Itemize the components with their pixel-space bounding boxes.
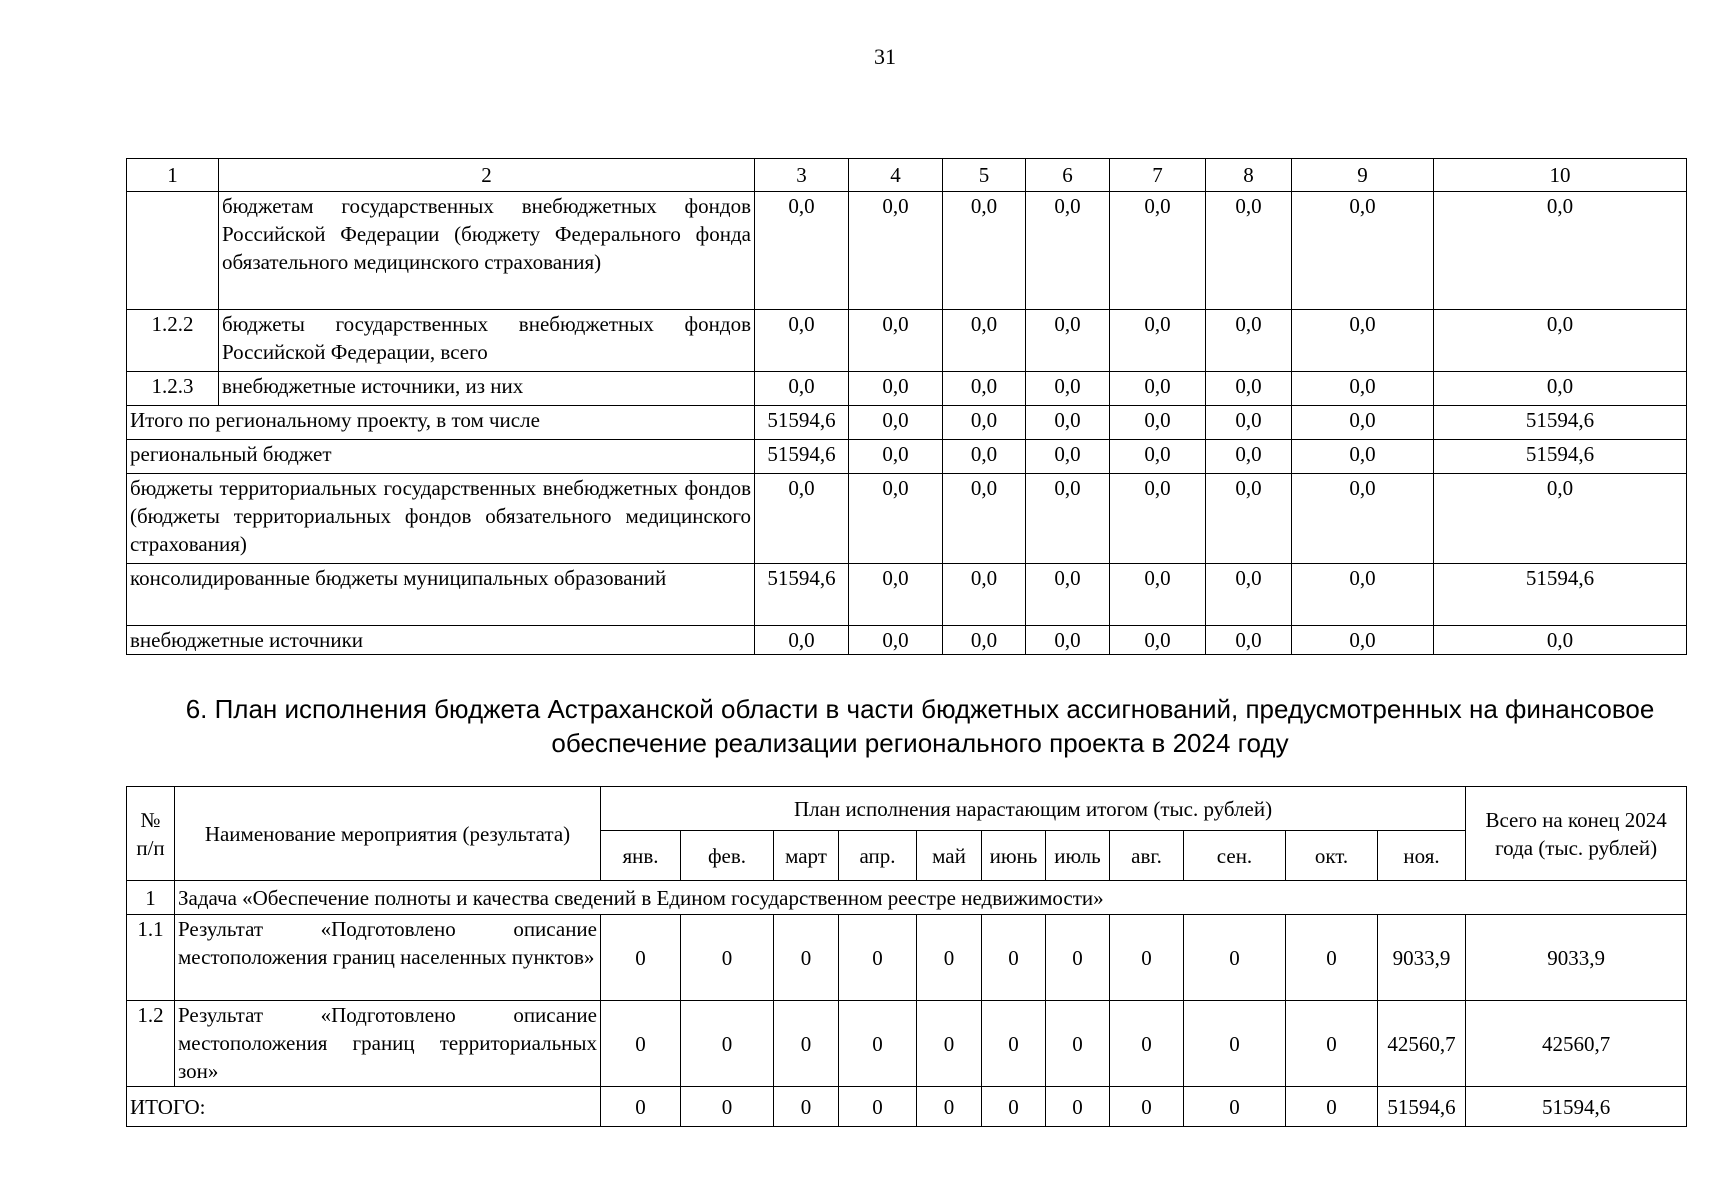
header-cell: 10 bbox=[1434, 159, 1687, 192]
table-row bbox=[127, 406, 1687, 440]
value-cell: 0 bbox=[1184, 1087, 1286, 1127]
value-cell: 0,0 bbox=[849, 372, 943, 406]
value-cell: 0 bbox=[1046, 1001, 1110, 1087]
value-cell: 0,0 bbox=[1434, 372, 1687, 406]
value-cell: 0,0 bbox=[1434, 310, 1687, 372]
header-cell: 3 bbox=[755, 159, 849, 192]
value-cell: 0 bbox=[1184, 1001, 1286, 1087]
value-cell: 0,0 bbox=[1206, 474, 1292, 564]
table-header-row bbox=[127, 787, 1687, 831]
value-cell: 0 bbox=[601, 1087, 681, 1127]
value-cell: 0 bbox=[917, 1087, 982, 1127]
header-cell: 6 bbox=[1026, 159, 1110, 192]
row-name: Результат «Подготовлено описание местоположения границ территориальных зон» bbox=[175, 1001, 601, 1087]
value-cell: 0,0 bbox=[943, 474, 1026, 564]
value-cell: 0 bbox=[839, 1087, 917, 1127]
value-cell: 0 bbox=[774, 1087, 839, 1127]
column-total-header: Всего на конец 2024 года (тыс. рублей) bbox=[1466, 787, 1687, 881]
total-row bbox=[127, 1087, 1687, 1127]
header-cell: 1 bbox=[127, 159, 219, 192]
value-cell: 0,0 bbox=[1206, 440, 1292, 474]
value-cell: 0,0 bbox=[943, 372, 1026, 406]
total-cell: 42560,7 bbox=[1466, 1001, 1687, 1087]
value-cell: 0,0 bbox=[1434, 192, 1687, 310]
row-number: 1 bbox=[127, 881, 175, 915]
value-cell: 0 bbox=[774, 1001, 839, 1087]
value-cell: 0,0 bbox=[943, 626, 1026, 655]
value-cell: 0,0 bbox=[1026, 372, 1110, 406]
column-plan-header: План исполнения нарастающим итогом (тыс. рублей) bbox=[601, 787, 1466, 831]
table-row bbox=[127, 192, 1687, 310]
month-header: июль bbox=[1046, 831, 1110, 881]
value-cell: 0 bbox=[982, 915, 1046, 1001]
value-cell: 0,0 bbox=[849, 474, 943, 564]
value-cell: 0,0 bbox=[1292, 440, 1434, 474]
row-name: Итого по региональному проекту, в том числе bbox=[127, 406, 755, 440]
task-row bbox=[127, 881, 1687, 915]
header-cell: 7 bbox=[1110, 159, 1206, 192]
total-cell: 9033,9 bbox=[1466, 915, 1687, 1001]
value-cell: 0 bbox=[1286, 915, 1378, 1001]
value-cell: 0 bbox=[839, 1001, 917, 1087]
total-cell: 51594,6 bbox=[1466, 1087, 1687, 1127]
value-cell: 0 bbox=[1110, 915, 1184, 1001]
value-cell: 0,0 bbox=[849, 192, 943, 310]
value-cell: 0 bbox=[917, 1001, 982, 1087]
table-header-row bbox=[127, 159, 1687, 192]
value-cell: 0,0 bbox=[849, 440, 943, 474]
value-cell: 0,0 bbox=[1206, 406, 1292, 440]
value-cell: 0 bbox=[1184, 915, 1286, 1001]
table-row bbox=[127, 1001, 1687, 1087]
header-cell: 5 bbox=[943, 159, 1026, 192]
value-cell: 0 bbox=[1046, 915, 1110, 1001]
value-cell: 0,0 bbox=[1292, 406, 1434, 440]
value-cell: 0,0 bbox=[1292, 474, 1434, 564]
value-cell: 0,0 bbox=[849, 626, 943, 655]
value-cell: 0 bbox=[681, 1001, 774, 1087]
value-cell: 0,0 bbox=[1026, 440, 1110, 474]
value-cell: 0,0 bbox=[1206, 626, 1292, 655]
column-name-header: Наименование мероприятия (результата) bbox=[175, 787, 601, 881]
value-cell: 51594,6 bbox=[755, 440, 849, 474]
value-cell: 0,0 bbox=[755, 372, 849, 406]
value-cell: 0,0 bbox=[1026, 192, 1110, 310]
value-cell: 0,0 bbox=[849, 564, 943, 626]
table-row bbox=[127, 915, 1687, 1001]
value-cell: 51594,6 bbox=[755, 406, 849, 440]
value-cell: 51594,6 bbox=[1434, 564, 1687, 626]
value-cell: 0 bbox=[982, 1087, 1046, 1127]
value-cell: 0 bbox=[601, 1001, 681, 1087]
value-cell: 0 bbox=[1110, 1001, 1184, 1087]
month-header: фев. bbox=[681, 831, 774, 881]
row-name: бюджеты территориальных государственных внебюджетных фондов (бюджеты территориальных фондов обязательного медицинского страхования) bbox=[127, 474, 755, 564]
month-header: май bbox=[917, 831, 982, 881]
row-number: 1.2 bbox=[127, 1001, 175, 1087]
value-cell: 0 bbox=[982, 1001, 1046, 1087]
value-cell: 0 bbox=[917, 915, 982, 1001]
table-row bbox=[127, 440, 1687, 474]
value-cell: 0 bbox=[681, 915, 774, 1001]
header-cell: 2 bbox=[219, 159, 755, 192]
budget-plan-table bbox=[126, 786, 1687, 1127]
value-cell: 0,0 bbox=[1110, 440, 1206, 474]
value-cell: 0,0 bbox=[849, 310, 943, 372]
row-code: 1.2.2 bbox=[127, 310, 219, 372]
value-cell: 0,0 bbox=[1292, 372, 1434, 406]
value-cell: 0,0 bbox=[1206, 372, 1292, 406]
value-cell: 0,0 bbox=[1110, 372, 1206, 406]
task-text: Задача «Обеспечение полноты и качества сведений в Едином государственном реестре недвижимости» bbox=[175, 881, 1687, 915]
month-header: ноя. bbox=[1378, 831, 1466, 881]
month-header: март bbox=[774, 831, 839, 881]
value-cell: 51594,6 bbox=[1434, 406, 1687, 440]
column-number-header: № п/п bbox=[127, 787, 175, 881]
row-name: бюджеты государственных внебюджетных фондов Российской Федерации, всего bbox=[219, 310, 755, 372]
value-cell: 51594,6 bbox=[755, 564, 849, 626]
section-heading: 6. План исполнения бюджета Астраханской области в части бюджетных ассигнований, предусмотренных на финансовое обеспечение реализации регионального проекта в 2024 году bbox=[185, 694, 1655, 758]
value-cell: 0,0 bbox=[943, 310, 1026, 372]
table-row bbox=[127, 372, 1687, 406]
row-name: внебюджетные источники, из них bbox=[219, 372, 755, 406]
value-cell: 51594,6 bbox=[1378, 1087, 1466, 1127]
value-cell: 0,0 bbox=[1206, 310, 1292, 372]
value-cell: 0,0 bbox=[1026, 406, 1110, 440]
value-cell: 0,0 bbox=[1026, 474, 1110, 564]
value-cell: 0 bbox=[1110, 1087, 1184, 1127]
row-number: 1.1 bbox=[127, 915, 175, 1001]
month-header: авг. bbox=[1110, 831, 1184, 881]
value-cell: 0 bbox=[1286, 1087, 1378, 1127]
value-cell: 0,0 bbox=[1026, 310, 1110, 372]
value-cell: 0 bbox=[774, 915, 839, 1001]
value-cell: 9033,9 bbox=[1378, 915, 1466, 1001]
value-cell: 0,0 bbox=[849, 406, 943, 440]
value-cell: 0,0 bbox=[1206, 192, 1292, 310]
value-cell: 0,0 bbox=[755, 626, 849, 655]
row-name: Результат «Подготовлено описание местоположения границ населенных пунктов» bbox=[175, 915, 601, 1001]
funding-table bbox=[126, 158, 1687, 655]
value-cell: 0,0 bbox=[1292, 564, 1434, 626]
month-header: июнь bbox=[982, 831, 1046, 881]
value-cell: 0,0 bbox=[755, 310, 849, 372]
row-name: внебюджетные источники bbox=[127, 626, 755, 655]
value-cell: 0,0 bbox=[1026, 626, 1110, 655]
month-header: сен. bbox=[1184, 831, 1286, 881]
value-cell: 0,0 bbox=[1292, 192, 1434, 310]
value-cell: 0,0 bbox=[1110, 626, 1206, 655]
value-cell: 51594,6 bbox=[1434, 440, 1687, 474]
header-cell: 8 bbox=[1206, 159, 1292, 192]
value-cell: 0,0 bbox=[1110, 406, 1206, 440]
table-row bbox=[127, 474, 1687, 564]
table-row bbox=[127, 626, 1687, 655]
value-cell: 0,0 bbox=[943, 564, 1026, 626]
header-cell: 9 bbox=[1292, 159, 1434, 192]
value-cell: 0,0 bbox=[1434, 626, 1687, 655]
value-cell: 0,0 bbox=[1110, 192, 1206, 310]
value-cell: 0,0 bbox=[943, 192, 1026, 310]
table-row bbox=[127, 564, 1687, 626]
row-code: 1.2.3 bbox=[127, 372, 219, 406]
row-name: консолидированные бюджеты муниципальных образований bbox=[127, 564, 755, 626]
value-cell: 0 bbox=[1046, 1087, 1110, 1127]
row-code bbox=[127, 192, 219, 310]
total-label: ИТОГО: bbox=[127, 1087, 601, 1127]
value-cell: 0,0 bbox=[1206, 564, 1292, 626]
header-cell: 4 bbox=[849, 159, 943, 192]
value-cell: 0,0 bbox=[1110, 474, 1206, 564]
value-cell: 0,0 bbox=[755, 474, 849, 564]
value-cell: 0 bbox=[681, 1087, 774, 1127]
value-cell: 0,0 bbox=[943, 440, 1026, 474]
row-name: региональный бюджет bbox=[127, 440, 755, 474]
value-cell: 0,0 bbox=[1292, 626, 1434, 655]
row-name: бюджетам государственных внебюджетных фондов Российской Федерации (бюджету Федерального фонда обязательного медицинского страхования) bbox=[219, 192, 755, 310]
value-cell: 0 bbox=[839, 915, 917, 1001]
value-cell: 0,0 bbox=[943, 406, 1026, 440]
value-cell: 42560,7 bbox=[1378, 1001, 1466, 1087]
month-header: окт. bbox=[1286, 831, 1378, 881]
value-cell: 0 bbox=[1286, 1001, 1378, 1087]
value-cell: 0 bbox=[601, 915, 681, 1001]
value-cell: 0,0 bbox=[1110, 564, 1206, 626]
value-cell: 0,0 bbox=[1110, 310, 1206, 372]
value-cell: 0,0 bbox=[1292, 310, 1434, 372]
month-header: янв. bbox=[601, 831, 681, 881]
value-cell: 0,0 bbox=[755, 192, 849, 310]
value-cell: 0,0 bbox=[1434, 474, 1687, 564]
value-cell: 0,0 bbox=[1026, 564, 1110, 626]
table-row bbox=[127, 310, 1687, 372]
page-number: 31 bbox=[874, 44, 896, 69]
month-header: апр. bbox=[839, 831, 917, 881]
